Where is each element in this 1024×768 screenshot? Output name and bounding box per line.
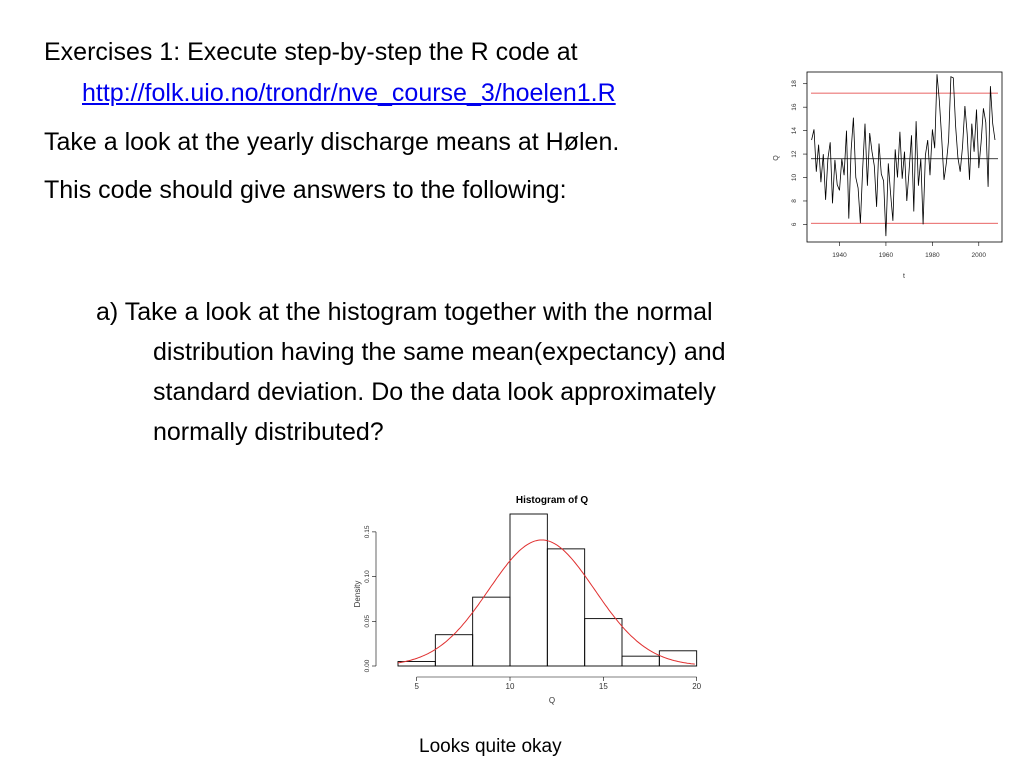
histogram-xtick-label: 15 [598, 682, 608, 691]
histogram-bar [622, 656, 659, 666]
histogram-bars [398, 514, 697, 666]
histogram-ylabel: Density [353, 580, 362, 608]
ts-ytick-label: 14 [791, 127, 798, 135]
timeseries-plot [768, 68, 1004, 280]
timeseries-ylabel: Q [773, 155, 780, 161]
histogram-x-axis [414, 677, 701, 691]
code-link-line [82, 78, 616, 108]
timeseries-xlabel: t [903, 273, 905, 280]
ts-ytick-label: 18 [791, 80, 798, 88]
histogram-xtick-label: 20 [692, 682, 702, 691]
histogram-bar [510, 514, 547, 666]
histogram-title: Histogram of Q [515, 495, 589, 506]
normal-density-curve [398, 540, 695, 664]
ts-xtick-label: 1980 [925, 252, 940, 259]
exercise-a-line-4: normally distributed? [153, 418, 384, 446]
exercise-a-line-2: distribution having the same mean(expectancy) and [153, 338, 726, 366]
discharge-instruction: Take a look at the yearly discharge means at Hølen. [44, 128, 620, 156]
ts-ytick-label: 6 [791, 222, 798, 227]
histogram-xlabel: Q [548, 696, 556, 705]
histogram-ytick-label: 0.05 [364, 614, 371, 628]
histogram-bar [585, 619, 622, 666]
histogram-y-axis [364, 525, 376, 672]
histogram-bar [473, 597, 510, 666]
ts-ytick-label: 16 [791, 103, 798, 111]
histogram-ytick-label: 0.15 [364, 525, 371, 539]
ts-ytick-label: 12 [791, 150, 798, 158]
ts-xtick-label: 1960 [878, 252, 894, 259]
exercise-heading: Exercises 1: Execute step-by-step the R code at [44, 38, 578, 66]
ts-xtick-label: 1940 [832, 252, 847, 259]
histogram-bar [547, 549, 584, 666]
r-code-link[interactable]: http://folk.uio.no/trondr/nve_course_3/hoelen1.R [82, 79, 616, 107]
histogram-ytick-label: 0.00 [364, 659, 371, 673]
exercise-a-line-1: a) Take a look at the histogram together with the normal [96, 298, 713, 326]
histogram-xtick-label: 5 [414, 682, 419, 691]
histogram-xtick-label: 10 [505, 682, 515, 691]
histogram-plot [346, 490, 716, 715]
ts-ytick-label: 8 [791, 199, 798, 203]
ts-ytick-label: 10 [791, 173, 798, 182]
answers-intro: This code should give answers to the following: [44, 176, 567, 204]
exercise-a [96, 292, 906, 452]
ts-xtick-label: 2000 [971, 252, 987, 259]
histogram-ytick-label: 0.10 [364, 570, 371, 583]
timeseries-background [768, 68, 1004, 280]
exercise-a-line-3: standard deviation. Do the data look approximately [153, 378, 716, 406]
histogram-bar [435, 635, 472, 666]
conclusion-text: Looks quite okay [419, 736, 562, 757]
